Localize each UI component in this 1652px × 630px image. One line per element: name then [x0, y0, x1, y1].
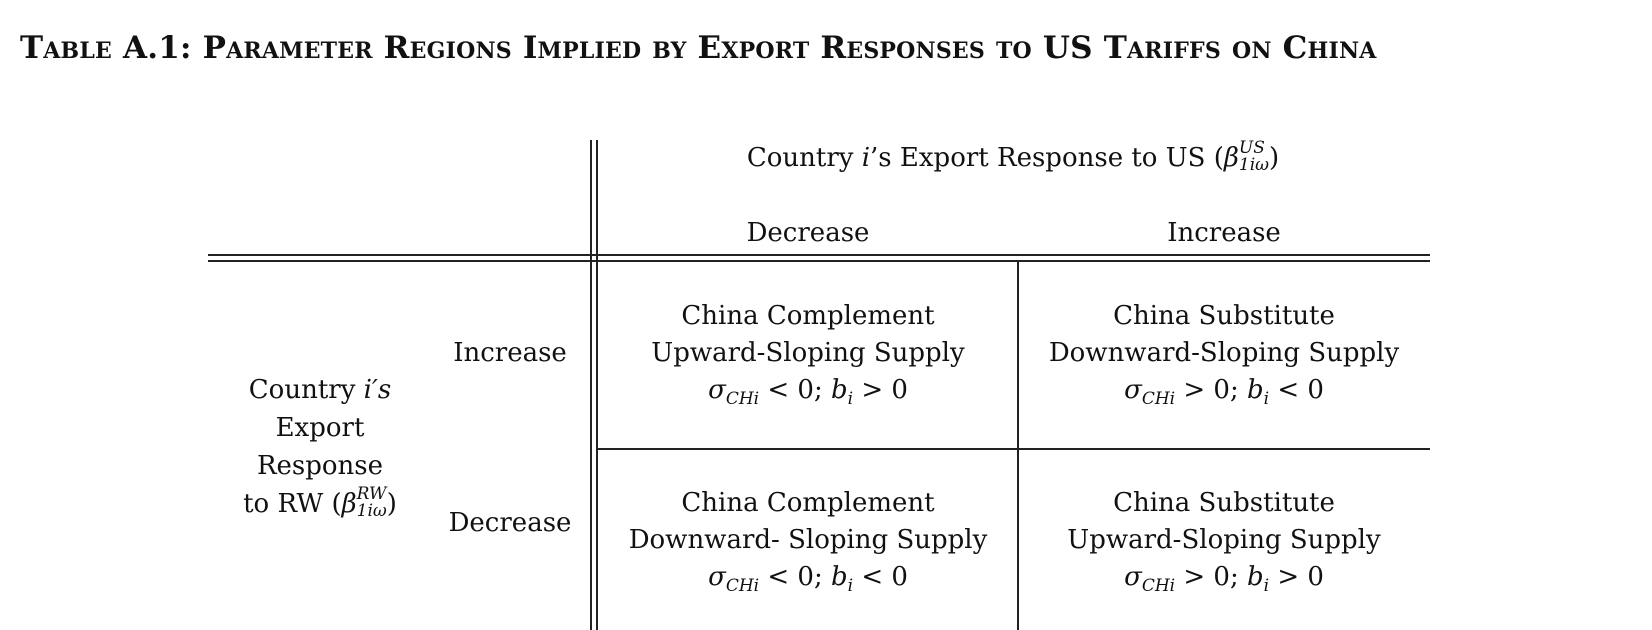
- relation: > 0: [1269, 562, 1324, 592]
- row-header-line4: [210, 486, 430, 522]
- cell-line1: China Substitute: [1113, 301, 1335, 331]
- b-symbol: b: [1246, 375, 1264, 405]
- horizontal-double-rule-bottom: [208, 260, 1430, 262]
- row-header-line1: [210, 372, 430, 408]
- row-header-line2: Export: [275, 413, 365, 443]
- b-subscript: i: [1263, 576, 1270, 597]
- row-header-prefix: Country: [248, 375, 364, 405]
- cell-increase-decrease: [600, 298, 1016, 409]
- sigma-symbol: σ: [708, 562, 726, 592]
- relation: < 0;: [759, 375, 831, 405]
- rw-beta-sup: RW: [356, 484, 387, 504]
- cell-line1: China Complement: [681, 301, 935, 331]
- us-beta-sub: 1iω: [1238, 155, 1269, 175]
- relation: > 0;: [1175, 375, 1247, 405]
- relation: < 0: [1269, 375, 1324, 405]
- us-beta-symbol: β: [1223, 143, 1239, 173]
- cell-line1: China Complement: [681, 488, 935, 518]
- rw-beta-sub: 1iω: [356, 501, 387, 521]
- sigma-subscript: CHi: [1141, 389, 1176, 410]
- us-response-header: [600, 140, 1426, 176]
- relation: > 0;: [1175, 562, 1247, 592]
- sigma-subscript: CHi: [725, 389, 760, 410]
- relation: > 0: [853, 375, 908, 405]
- b-symbol: b: [1246, 562, 1264, 592]
- cell-line2: Upward-Sloping Supply: [1067, 525, 1381, 555]
- b-subscript: i: [847, 576, 854, 597]
- sigma-subscript: CHi: [1141, 576, 1176, 597]
- sigma-symbol: σ: [708, 375, 726, 405]
- rw-beta-symbol: β: [341, 489, 357, 519]
- cell-decrease-decrease: [600, 485, 1016, 596]
- row-divider: [598, 448, 1430, 450]
- cell-condition: [600, 559, 1016, 596]
- cell-condition: [1018, 372, 1430, 409]
- b-subscript: i: [1263, 389, 1270, 410]
- rw-beta-scripts: [357, 486, 387, 520]
- table-title: Table A.1: Parameter Regions Implied by Export Responses to US Tariffs on China: [20, 30, 1377, 66]
- vertical-double-rule-left: [590, 140, 592, 630]
- cell-decrease-increase: [1018, 485, 1430, 596]
- us-response-prefix: Country: [746, 143, 862, 173]
- cell-line1: China Substitute: [1113, 488, 1335, 518]
- col-header-increase: Increase: [1167, 218, 1281, 248]
- row-header-line3: Response: [256, 451, 384, 481]
- sigma-subscript: CHi: [725, 576, 760, 597]
- sigma-symbol: σ: [1124, 375, 1142, 405]
- rw-prefix: to RW (: [243, 489, 342, 519]
- horizontal-double-rule-top: [208, 254, 1430, 256]
- b-symbol: b: [830, 562, 848, 592]
- vertical-double-rule-right: [596, 140, 598, 630]
- sigma-symbol: σ: [1124, 562, 1142, 592]
- b-subscript: i: [847, 389, 854, 410]
- col-header-decrease: Decrease: [746, 218, 870, 248]
- cell-line2: Downward- Sloping Supply: [628, 525, 988, 555]
- row-header-var: i′s: [363, 375, 392, 405]
- us-beta-scripts: [1239, 140, 1269, 174]
- cell-increase-increase: [1018, 298, 1430, 409]
- relation: < 0;: [759, 562, 831, 592]
- row-label-decrease: Decrease: [448, 508, 572, 538]
- us-response-text: ’s Export Response to US (: [870, 143, 1224, 173]
- us-response-var: i: [861, 143, 871, 173]
- cell-condition: [600, 372, 1016, 409]
- cell-condition: [1018, 559, 1430, 596]
- us-close-paren: ): [1269, 143, 1280, 173]
- us-beta-sup: US: [1238, 138, 1265, 158]
- relation: < 0: [853, 562, 908, 592]
- rw-close-paren: ): [386, 489, 397, 519]
- b-symbol: b: [830, 375, 848, 405]
- cell-line2: Downward-Sloping Supply: [1048, 338, 1400, 368]
- cell-line2: Upward-Sloping Supply: [651, 338, 965, 368]
- row-label-increase: Increase: [453, 338, 567, 368]
